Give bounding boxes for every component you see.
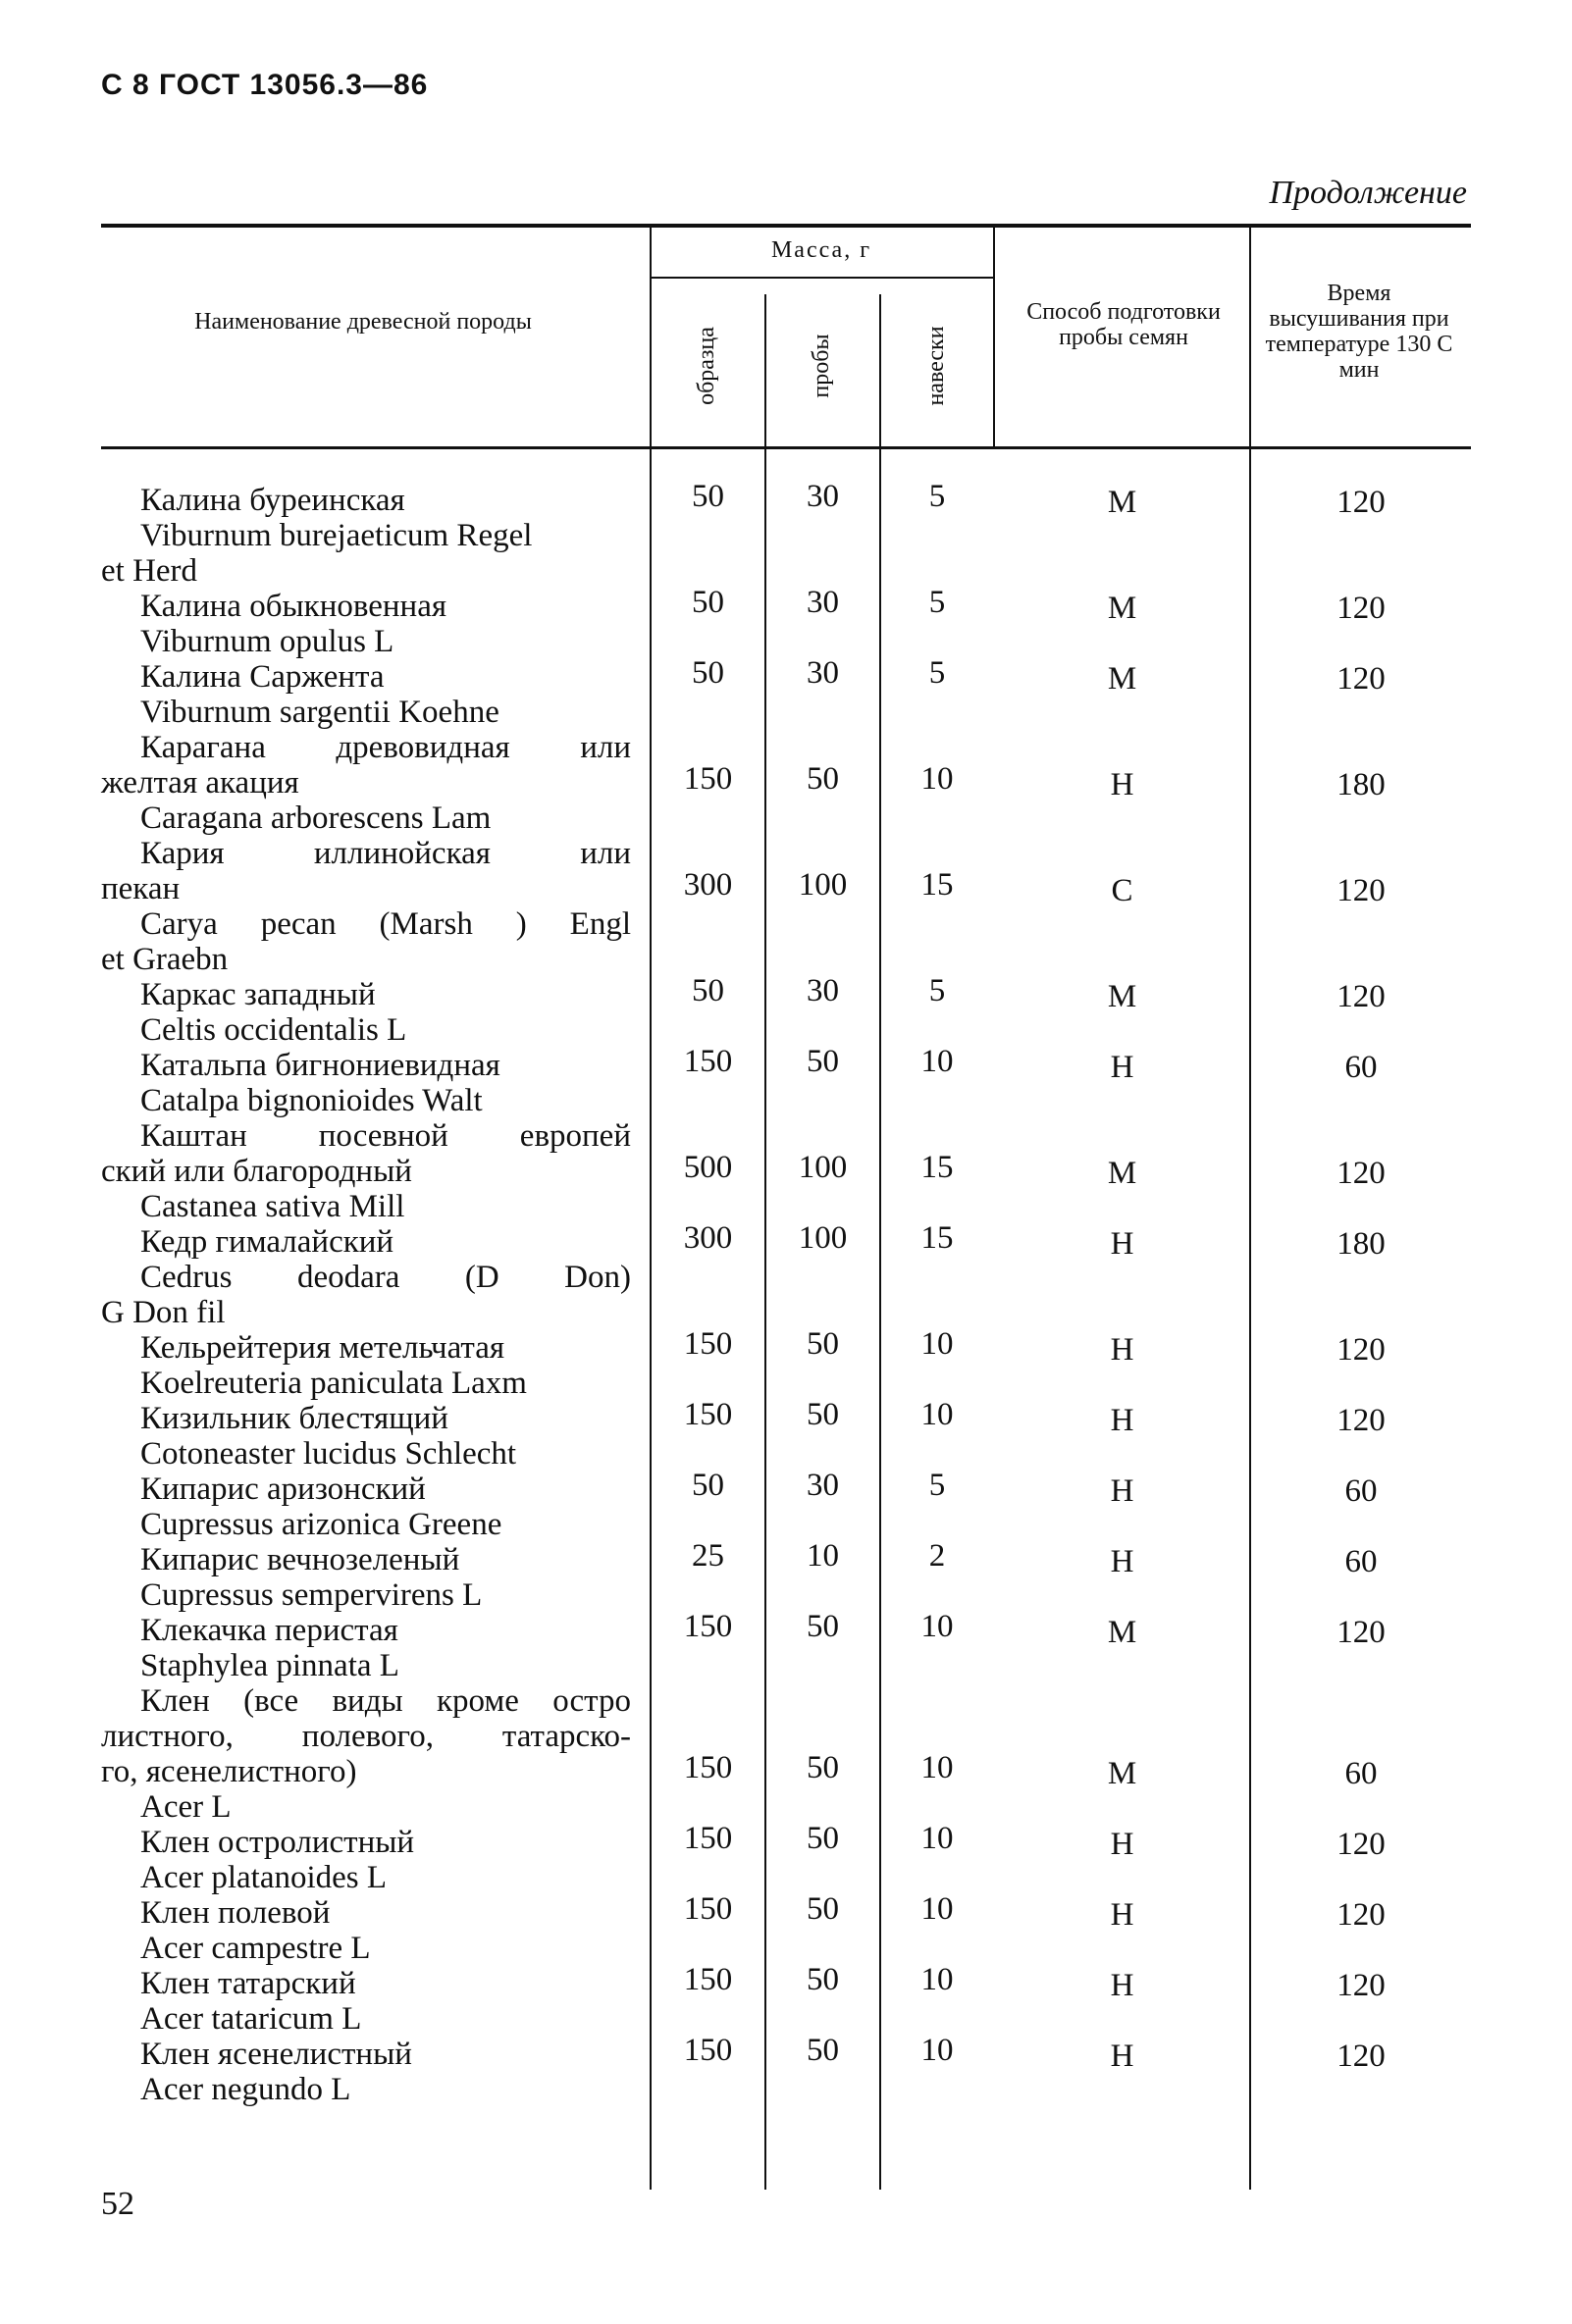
cell-probe: 30: [807, 973, 839, 1008]
species-name-ru: Кипарис вечнозеленый: [140, 1542, 460, 1577]
cell-time: 120: [1336, 1156, 1386, 1191]
cell-sample: 500: [683, 1150, 733, 1185]
cell-probe: 30: [807, 479, 839, 514]
species-name-line: Cupressus arizonica Greene: [140, 1507, 502, 1542]
species-name-line: Acer tataricum L: [140, 2001, 362, 2037]
cell-portion: 5: [928, 479, 946, 514]
cell-time: 120: [1336, 591, 1386, 626]
species-name-ru: Каркас западный: [140, 977, 376, 1012]
species-name-line: Cupressus sempervirens L: [140, 1577, 483, 1613]
species-name-line: et Herd: [101, 553, 198, 589]
species-name-line: Catalpa bignonioides Walt: [140, 1083, 483, 1118]
header-bottom-rule: [101, 446, 1471, 449]
cell-probe: 50: [807, 761, 839, 797]
species-name-line: желтая акация: [101, 765, 299, 800]
header-time: Время высушивания при температуре 130 С мин: [1265, 281, 1453, 383]
cell-portion: 10: [920, 1891, 954, 1927]
cell-method: Н: [1110, 2039, 1134, 2074]
cell-portion: 15: [920, 1150, 954, 1185]
cell-probe: 100: [798, 1150, 848, 1185]
cell-portion: 15: [920, 1220, 954, 1256]
species-name-line: Viburnum opulus L: [140, 624, 394, 659]
cell-time: 60: [1344, 1050, 1378, 1085]
species-name-ru: Клекачка перистая: [140, 1613, 398, 1648]
cell-time: 180: [1336, 767, 1386, 802]
cell-sample: 300: [683, 867, 733, 903]
cell-probe: 50: [807, 1044, 839, 1079]
species-name-ru: Клен остролистный: [140, 1825, 415, 1860]
cell-method: Н: [1110, 1473, 1134, 1509]
cell-portion: 5: [928, 973, 946, 1008]
cell-sample: 150: [683, 1962, 733, 1997]
species-name-ru: Клен ясенелистный: [140, 2037, 412, 2072]
col-divider-5: [1249, 228, 1251, 2190]
cell-sample: 50: [692, 1468, 724, 1503]
cell-sample: 150: [683, 2033, 733, 2068]
species-name-line: Cedrus deodara (D Don): [140, 1260, 631, 1295]
cell-method: Н: [1110, 1226, 1134, 1262]
cell-portion: 5: [928, 1468, 946, 1503]
header-mass-group: Масса, г: [770, 237, 872, 263]
table-top-rule: [101, 224, 1471, 228]
cell-probe: 30: [807, 1468, 839, 1503]
species-name-line: Celtis occidentalis L: [140, 1012, 407, 1048]
cell-probe: 100: [798, 867, 848, 903]
page-number: 52: [101, 2186, 134, 2222]
cell-probe: 50: [807, 1326, 839, 1362]
cell-probe: 50: [807, 1962, 839, 1997]
cell-method: Н: [1110, 1897, 1134, 1933]
species-name-line: G Don fil: [101, 1295, 226, 1330]
cell-method: Н: [1110, 1332, 1134, 1368]
cell-time: 120: [1336, 1827, 1386, 1862]
cell-portion: 10: [920, 1821, 954, 1856]
cell-sample: 150: [683, 761, 733, 797]
cell-time: 120: [1336, 1968, 1386, 2003]
header-method: Способ подготовки пробы семян: [1026, 299, 1221, 350]
cell-sample: 50: [692, 479, 724, 514]
species-name-ru: Кедр гималайский: [140, 1224, 394, 1260]
species-name-line: пекан: [101, 871, 181, 906]
species-name-ru: Кельрейтерия метельчатая: [140, 1330, 505, 1366]
cell-method: Н: [1110, 1544, 1134, 1579]
cell-sample: 150: [683, 1397, 733, 1432]
cell-probe: 50: [807, 1750, 839, 1785]
cell-time: 120: [1336, 1403, 1386, 1438]
header-mass-portion: навески: [923, 326, 949, 406]
cell-sample: 50: [692, 585, 724, 620]
cell-method: М: [1107, 485, 1137, 520]
species-name-line: Caragana arborescens Lam: [140, 800, 492, 836]
cell-method: М: [1107, 1156, 1137, 1191]
cell-sample: 150: [683, 1891, 733, 1927]
cell-portion: 10: [920, 1326, 954, 1362]
cell-sample: 50: [692, 973, 724, 1008]
species-name-ru: Катальпа бигнониевидная: [140, 1048, 500, 1083]
cell-portion: 10: [920, 1962, 954, 1997]
cell-portion: 10: [920, 1397, 954, 1432]
cell-time: 120: [1336, 979, 1386, 1014]
species-name-line: Staphylea pinnata L: [140, 1648, 399, 1683]
cell-time: 180: [1336, 1226, 1386, 1262]
species-name-line: Castanea sativa Mill: [140, 1189, 405, 1224]
cell-time: 120: [1336, 1615, 1386, 1650]
cell-method: Н: [1110, 1050, 1134, 1085]
cell-probe: 30: [807, 585, 839, 620]
cell-sample: 150: [683, 1044, 733, 1079]
cell-portion: 10: [920, 1609, 954, 1644]
cell-time: 120: [1336, 485, 1386, 520]
cell-sample: 150: [683, 1750, 733, 1785]
species-name-ru: Кизильник блестящий: [140, 1401, 448, 1436]
cell-probe: 50: [807, 1609, 839, 1644]
cell-sample: 50: [692, 655, 724, 691]
mass-group-rule: [650, 277, 993, 279]
cell-method: М: [1107, 1615, 1137, 1650]
cell-sample: 25: [692, 1538, 724, 1574]
cell-method: М: [1107, 979, 1137, 1014]
cell-probe: 50: [807, 2033, 839, 2068]
species-name-line: Viburnum burejaeticum Regel: [140, 518, 533, 553]
cell-portion: 2: [928, 1538, 946, 1574]
cell-probe: 50: [807, 1821, 839, 1856]
cell-method: Н: [1110, 1968, 1134, 2003]
species-name-ru: Клен полевой: [140, 1895, 331, 1931]
cell-method: М: [1107, 661, 1137, 697]
species-name-line: Koelreuteria paniculata Laxm: [140, 1366, 527, 1401]
cell-time: 120: [1336, 661, 1386, 697]
cell-method: С: [1111, 873, 1133, 908]
page-header: С 8 ГОСТ 13056.3—86: [101, 69, 429, 101]
cell-time: 60: [1344, 1544, 1378, 1579]
cell-portion: 10: [920, 761, 954, 797]
cell-portion: 5: [928, 585, 946, 620]
cell-method: Н: [1110, 1403, 1134, 1438]
cell-time: 120: [1336, 1897, 1386, 1933]
species-name-line: Carya pecan (Marsh ) Engl: [140, 906, 631, 942]
header-mass-sample: образца: [694, 327, 719, 405]
cell-portion: 5: [928, 655, 946, 691]
species-name-line: et Graebn: [101, 942, 229, 977]
cell-time: 120: [1336, 873, 1386, 908]
cell-method: Н: [1110, 767, 1134, 802]
cell-probe: 10: [807, 1538, 839, 1574]
cell-time: 120: [1336, 2039, 1386, 2074]
cell-sample: 150: [683, 1609, 733, 1644]
cell-portion: 10: [920, 2033, 954, 2068]
species-name-ru: Каштан посевной европей: [140, 1118, 631, 1154]
species-name-line: листного, полевого, татарско-: [101, 1719, 631, 1754]
cell-portion: 10: [920, 1750, 954, 1785]
cell-probe: 30: [807, 655, 839, 691]
species-name-line: го, ясенелистного): [101, 1754, 357, 1789]
species-name-line: Acer platanoides L: [140, 1860, 388, 1895]
col-divider-4: [993, 228, 995, 448]
continuation-label: Продолжение: [1269, 175, 1467, 211]
species-name-line: Viburnum sargentii Koehne: [140, 695, 499, 730]
species-name-ru: Клен татарский: [140, 1966, 356, 2001]
header-mass-probe: пробы: [809, 334, 834, 398]
species-name-line: Acer L: [140, 1789, 232, 1825]
species-name-line: ский или благородный: [101, 1154, 412, 1189]
cell-time: 120: [1336, 1332, 1386, 1368]
species-name-line: Acer negundo L: [140, 2072, 351, 2107]
species-name-ru: Калина буреинская: [140, 483, 405, 518]
cell-sample: 300: [683, 1220, 733, 1256]
cell-probe: 50: [807, 1891, 839, 1927]
cell-portion: 15: [920, 867, 954, 903]
cell-time: 60: [1344, 1473, 1378, 1509]
species-name-ru: Калина Саржента: [140, 659, 385, 695]
cell-method: М: [1107, 591, 1137, 626]
cell-method: М: [1107, 1756, 1137, 1791]
header-name-col: Наименование древесной породы: [194, 309, 532, 335]
species-name-ru: Кария иллинойская или: [140, 836, 631, 871]
cell-probe: 100: [798, 1220, 848, 1256]
species-name-line: Cotoneaster lucidus Schlecht: [140, 1436, 517, 1472]
cell-sample: 150: [683, 1821, 733, 1856]
species-name-ru: Клен (все виды кроме остро: [140, 1683, 631, 1719]
cell-probe: 50: [807, 1397, 839, 1432]
cell-sample: 150: [683, 1326, 733, 1362]
cell-time: 60: [1344, 1756, 1378, 1791]
species-name-ru: Карагана древовидная или: [140, 730, 631, 765]
species-name-ru: Кипарис аризонский: [140, 1472, 426, 1507]
cell-method: Н: [1110, 1827, 1134, 1862]
cell-portion: 10: [920, 1044, 954, 1079]
species-name-line: Acer campestre L: [140, 1931, 371, 1966]
species-name-ru: Калина обыкновенная: [140, 589, 447, 624]
